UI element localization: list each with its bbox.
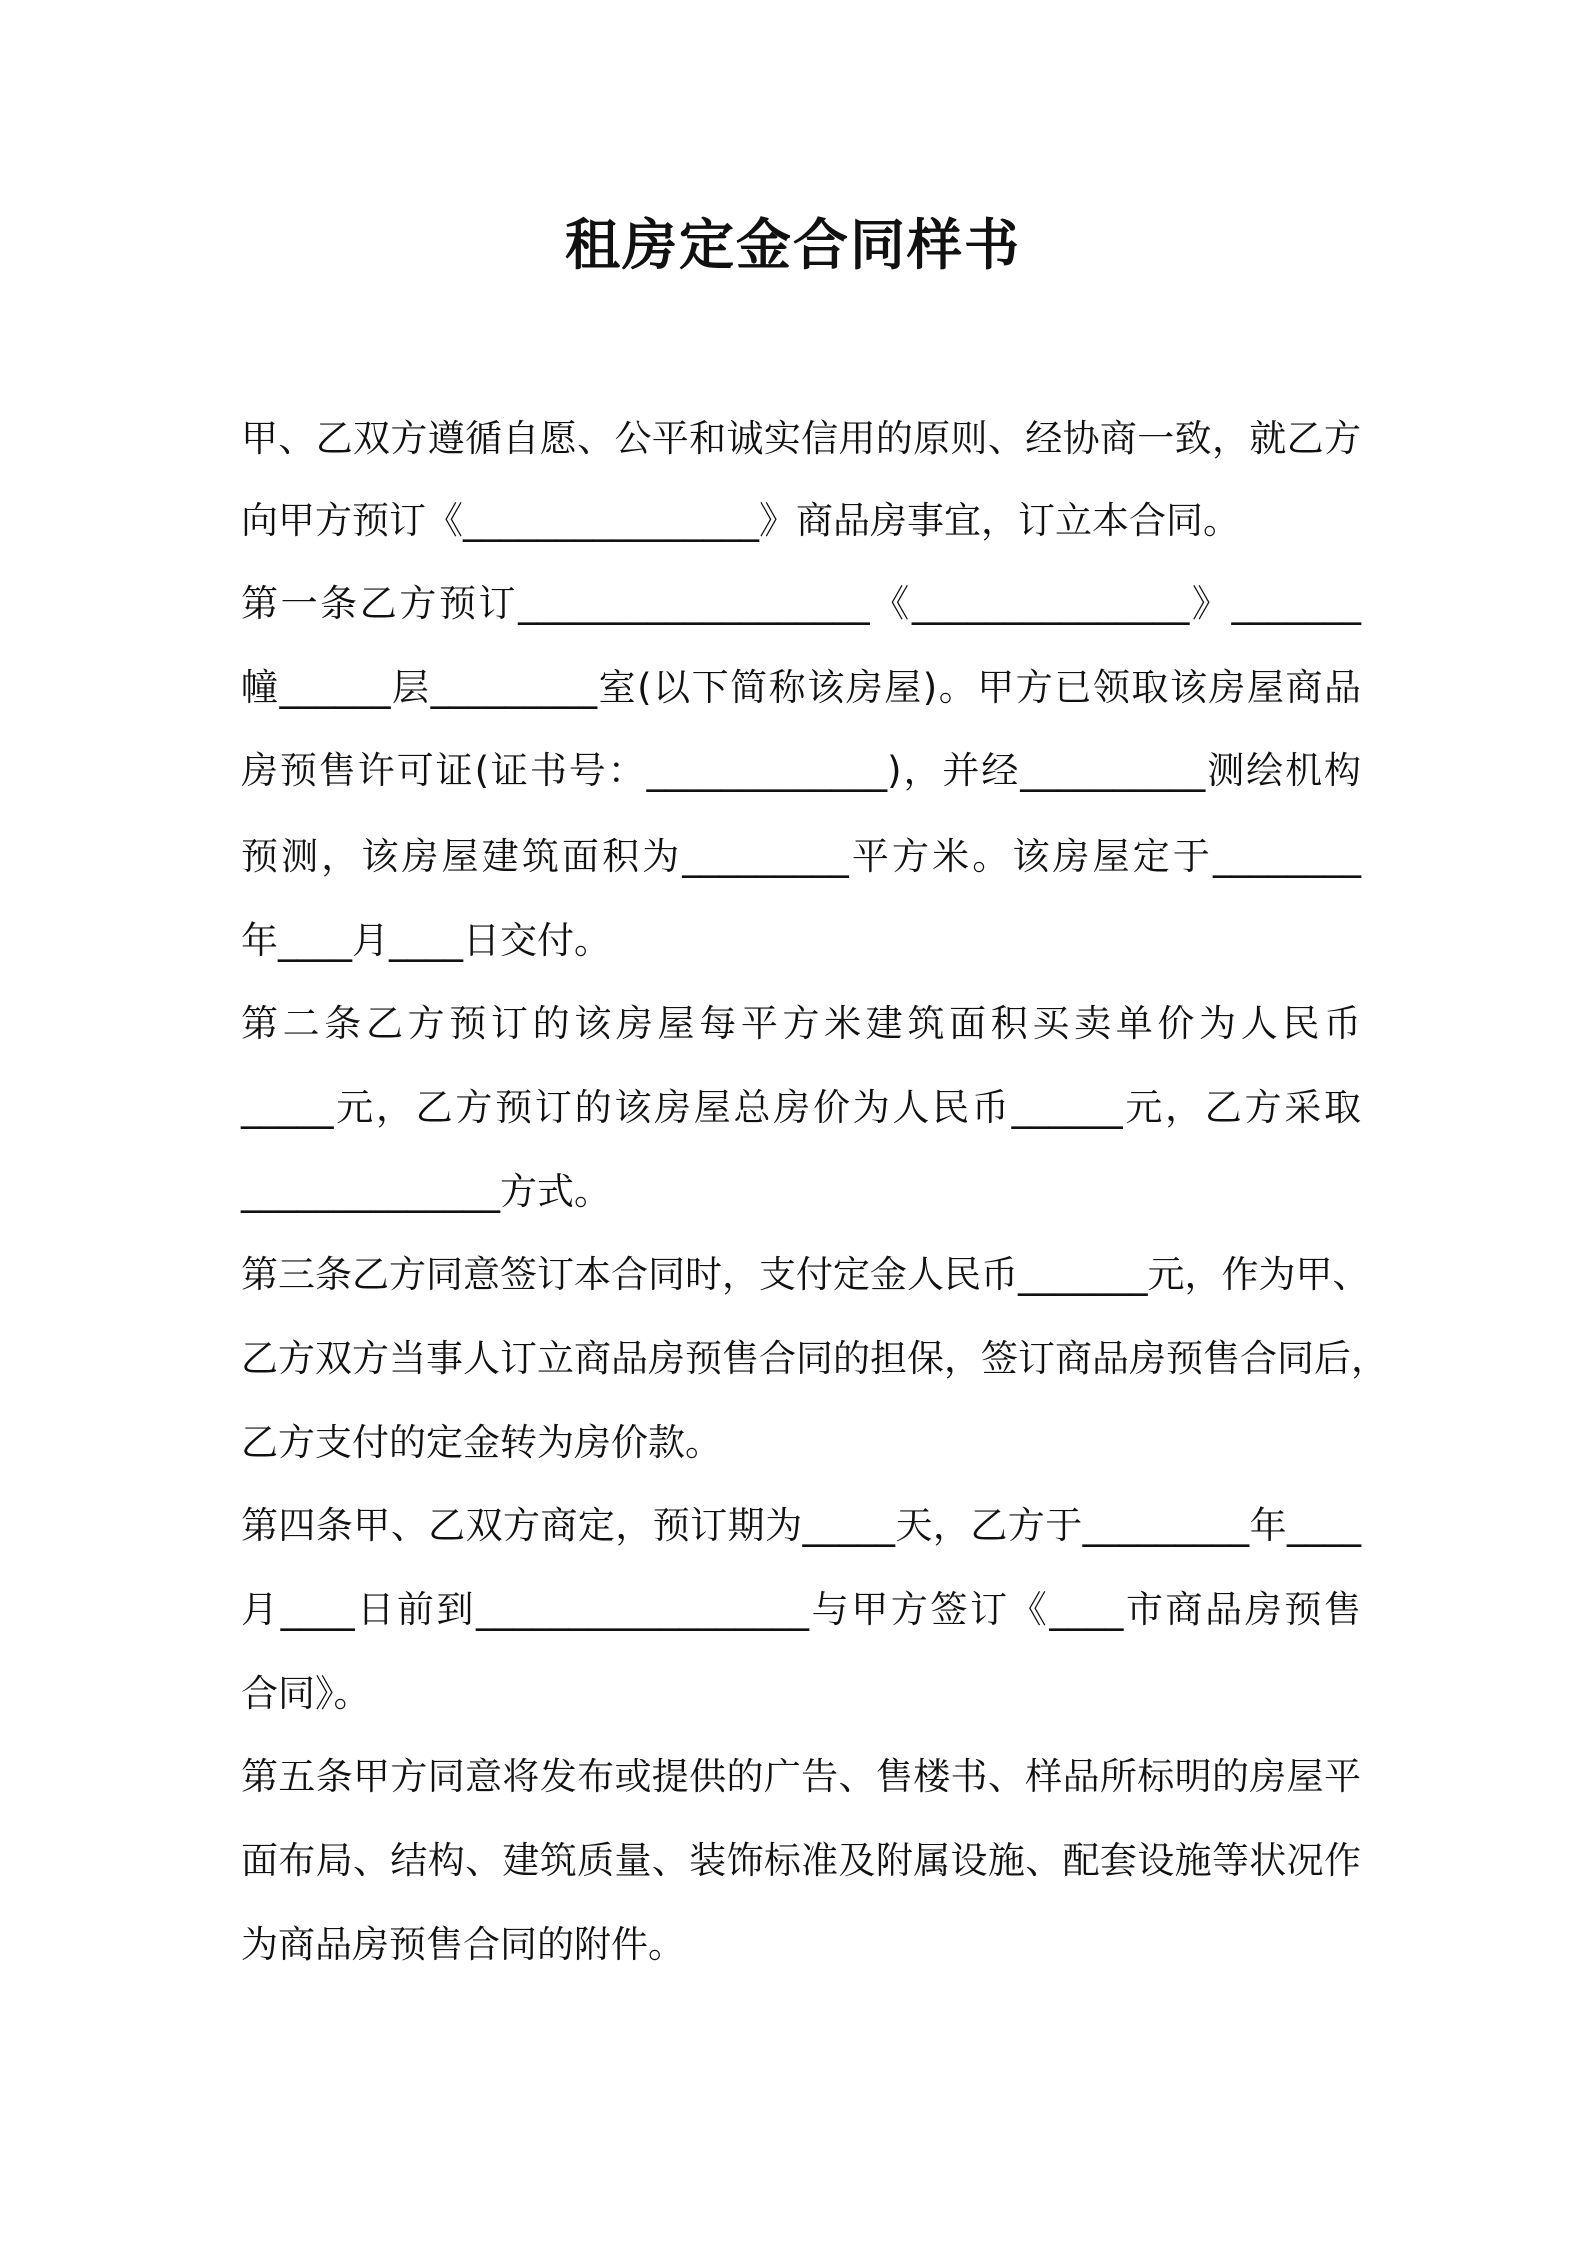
body-line-9: _____元，乙方预订的该房屋总房价为人民币______元，乙方采取	[241, 1086, 1361, 1129]
body-line-2: 向甲方预订《________________》商品房事宜，订立本合同。	[241, 499, 1240, 542]
body-line-1: 甲、乙双方遵循自愿、公平和诚实信用的原则、经协商一致，就乙方	[241, 417, 1361, 460]
body-line-10: ______________方式。	[241, 1170, 611, 1213]
body-line-14: 第四条甲、乙双方商定，预订期为_____天，乙方于_________年____	[241, 1504, 1361, 1547]
document-title: 租房定金合同样书	[564, 213, 1021, 277]
body-line-3: 第一条乙方预订___________________《_______________》_______	[241, 582, 1361, 625]
body-line-11: 第三条乙方同意签订本合同时，支付定金人民币_______元，作为甲、	[241, 1253, 1370, 1296]
body-line-12: 乙方双方当事人订立商品房预售合同的担保，签订商品房预售合同后，	[241, 1337, 1388, 1380]
body-line-7: 年____月____日交付。	[241, 919, 611, 962]
body-line-5: 房预售许可证(证书号：_____________)，并经__________测绘机构	[241, 749, 1361, 792]
body-line-4: 幢______层_________室(以下简称该房屋)。甲方已领取该房屋商品	[241, 666, 1361, 709]
body-line-6: 预测，该房屋建筑面积为_________平方米。该房屋定于________	[241, 835, 1361, 878]
body-line-8: 第二条乙方预订的该房屋每平方米建筑面积买卖单价为人民币	[241, 1002, 1361, 1045]
body-line-19: 为商品房预售合同的附件。	[241, 1923, 685, 1966]
body-line-18: 面布局、结构、建筑质量、装饰标准及附属设施、配套设施等状况作	[241, 1839, 1361, 1882]
body-line-13: 乙方支付的定金转为房价款。	[241, 1421, 722, 1464]
body-line-16: 合同》。	[241, 1672, 371, 1715]
body-line-15: 月____日前到__________________与甲方签订《____市商品房预售	[241, 1588, 1361, 1631]
body-line-17: 第五条甲方同意将发布或提供的广告、售楼书、样品所标明的房屋平	[241, 1755, 1361, 1798]
